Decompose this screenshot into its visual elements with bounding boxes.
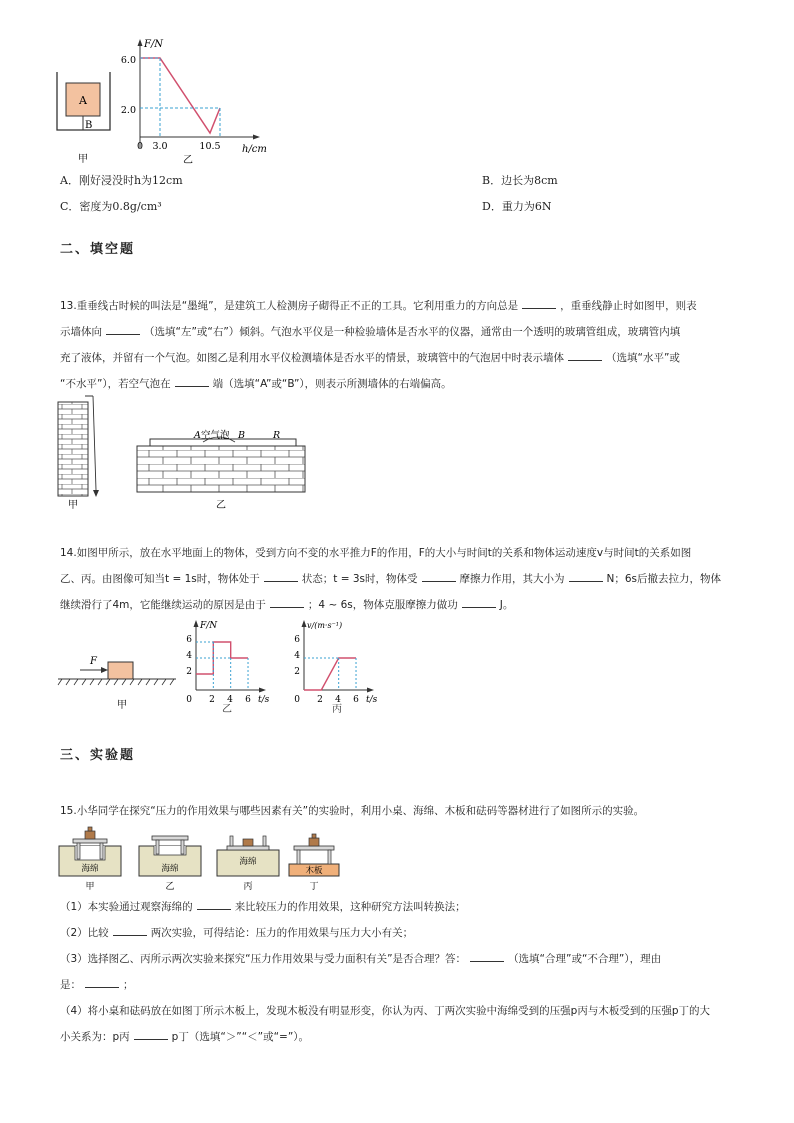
q12-ylabel: F/N — [144, 39, 164, 50]
setup-ding — [289, 834, 339, 892]
wall-yi — [137, 429, 305, 511]
q14-yi-caption: 乙 — [222, 704, 232, 715]
q14-blank-5[interactable] — [462, 597, 496, 608]
q15-experiment-figures — [57, 822, 357, 894]
svg-text:2: 2 — [186, 667, 192, 677]
svg-text:2: 2 — [294, 667, 300, 677]
svg-text:6: 6 — [353, 695, 359, 705]
q14-fig-jia — [56, 648, 186, 712]
q12-force-depth-chart — [118, 36, 288, 166]
svg-text:6: 6 — [186, 635, 192, 645]
svg-text:t/s: t/s — [366, 695, 378, 705]
svg-text:甲: 甲 — [68, 500, 78, 511]
svg-text:A: A — [79, 94, 87, 107]
svg-text:海绵: 海绵 — [81, 864, 99, 874]
svg-text:乙: 乙 — [165, 882, 175, 892]
q12-xtick-0: 0 — [136, 141, 144, 152]
svg-text:A: A — [194, 430, 201, 441]
section-2-title: 二、填空题 — [60, 242, 136, 257]
q13-blank-3[interactable] — [568, 350, 602, 361]
svg-text:4: 4 — [294, 651, 300, 661]
svg-text:6: 6 — [294, 635, 300, 645]
svg-text:4: 4 — [186, 651, 192, 661]
svg-text:海绵: 海绵 — [161, 864, 179, 874]
svg-text:4: 4 — [227, 695, 233, 705]
svg-text:t/s: t/s — [258, 695, 270, 705]
q12-option-a[interactable]: A．刚好浸没时h为12cm — [60, 174, 183, 187]
svg-text:海绵: 海绵 — [239, 857, 257, 867]
q12-option-b[interactable]: B．边长为8cm — [482, 174, 558, 187]
svg-text:乙: 乙 — [216, 500, 226, 511]
q13-blank-2[interactable] — [106, 324, 140, 335]
q12-ytick-2: 2.0 — [120, 105, 136, 116]
svg-text:4: 4 — [335, 695, 341, 705]
setup-bing — [217, 836, 279, 892]
q12-xtick-3: 3.0 — [152, 141, 168, 152]
svg-text:6: 6 — [245, 695, 251, 705]
svg-text:空气泡: 空气泡 — [201, 430, 230, 441]
q12-xlabel: h/cm — [242, 144, 267, 155]
svg-text:甲: 甲 — [117, 700, 127, 711]
q13-blank-4[interactable] — [175, 376, 209, 387]
svg-text:丁: 丁 — [309, 882, 319, 892]
q14-velocity-line — [304, 658, 356, 690]
q12-xtick-10.5: 10.5 — [199, 141, 221, 152]
svg-text:B: B — [85, 120, 93, 131]
q14-bing-caption: 丙 — [332, 704, 342, 715]
q14-force-time-chart — [182, 618, 282, 710]
svg-text:2: 2 — [209, 695, 215, 705]
svg-text:2: 2 — [317, 695, 323, 705]
svg-text:v/(m·s⁻¹): v/(m·s⁻¹) — [307, 621, 343, 630]
svg-text:乙: 乙 — [183, 155, 193, 166]
q12-option-d[interactable]: D．重力为6N — [482, 200, 552, 213]
q14-box — [108, 662, 133, 679]
svg-text:甲: 甲 — [85, 882, 95, 892]
q12-fig-jia — [52, 60, 122, 170]
svg-text:F: F — [90, 656, 97, 667]
q13-fig-wall — [55, 394, 315, 512]
setup-jia — [59, 827, 121, 892]
q14-blank-3[interactable] — [569, 571, 603, 582]
svg-text:木板: 木板 — [305, 866, 323, 876]
q12-ytick-6: 6.0 — [120, 55, 136, 66]
q15-blank-2[interactable] — [113, 925, 147, 936]
q14-blank-2[interactable] — [422, 571, 456, 582]
q15-items: （1）本实验通过观察海绵的 来比较压力的作用效果，这种研究方法叫转换法； （2）比较 两次实验，可得结论：压力的作用效果与压力大小有关； （3）选择图乙、丙所示两次实验来探究“压力作用效果与受力面积有关”是否合理？答： （选填“合理”或“不合理”），理由 是： ； （4）将小桌和砝码放在如图丁所示木板上，发现木板没有明显形变，你认为丙、丁两次实验中海绵受到的压强p丙与木板受到的压强p丁的大 小关系为：p丙 p丁（选填“＞”“＜”或“=”）。 — [60, 901, 711, 1043]
wall-jia — [58, 396, 99, 511]
svg-text:B: B — [238, 430, 245, 441]
svg-text:丙: 丙 — [243, 882, 253, 892]
q15-blank-4[interactable] — [85, 977, 119, 988]
q13-text: 13.重垂线古时候的叫法是“墨绳”，是建筑工人检测房子砌得正不正的工具。它利用重力的方向总是 ，重垂线静止时如图甲，则表 示墙体向 （选填“左”或“右”）倾斜。气泡水平仪是一种检验墙体是否水平的仪器，通常由一个透明的玻璃管组成，玻璃管内填 充了液体，并留有一个气泡。如图乙是利用水平仪检测墙体是否水平的情景，玻璃管中的气泡居中时表示墙体 （选填“水平”或 “不水平”），若空气泡在 端（选填“A”或“B”），则表示所测墙体的右端偏高。 — [60, 300, 697, 390]
q15-blank-1[interactable] — [197, 899, 231, 910]
q15-blank-3[interactable] — [470, 951, 504, 962]
svg-text:甲: 甲 — [78, 154, 88, 165]
svg-text:F/N: F/N — [200, 621, 218, 631]
section-3-title: 三、实验题 — [60, 748, 136, 763]
q14-blank-4[interactable] — [270, 597, 304, 608]
q14-text: 14.如图甲所示，放在水平地面上的物体，受到方向不变的水平推力F的作用，F的大小与时间t的关系和物体运动速度v与时间t的关系如图 乙、丙。由图像可知当t = 1s时，物体处于 状态；t = 3s时，物体受 摩擦力作用，其大小为 N；6s后撤去拉力，物体 继续滑行了4m，它能继续运动的原因是由于 ；4 ~ 6s，物体克服摩擦力做功 J。 — [60, 547, 722, 611]
q15-blank-5[interactable] — [134, 1029, 168, 1040]
q14-velocity-time-chart — [290, 618, 390, 710]
setup-yi — [139, 836, 201, 892]
q12-force-curve — [140, 58, 220, 133]
q13-blank-1[interactable] — [522, 298, 556, 309]
q14-blank-1[interactable] — [264, 571, 298, 582]
q15-intro: 15.小华同学在探究“压力的作用效果与哪些因素有关”的实验时，利用小桌、海绵、木板和砝码等器材进行了如图所示的实验。 — [60, 805, 645, 817]
svg-text:0: 0 — [294, 695, 300, 705]
q12-option-c[interactable]: C．密度为0.8g/cm³ — [60, 200, 162, 213]
svg-text:R: R — [273, 430, 281, 441]
svg-text:0: 0 — [186, 695, 192, 705]
